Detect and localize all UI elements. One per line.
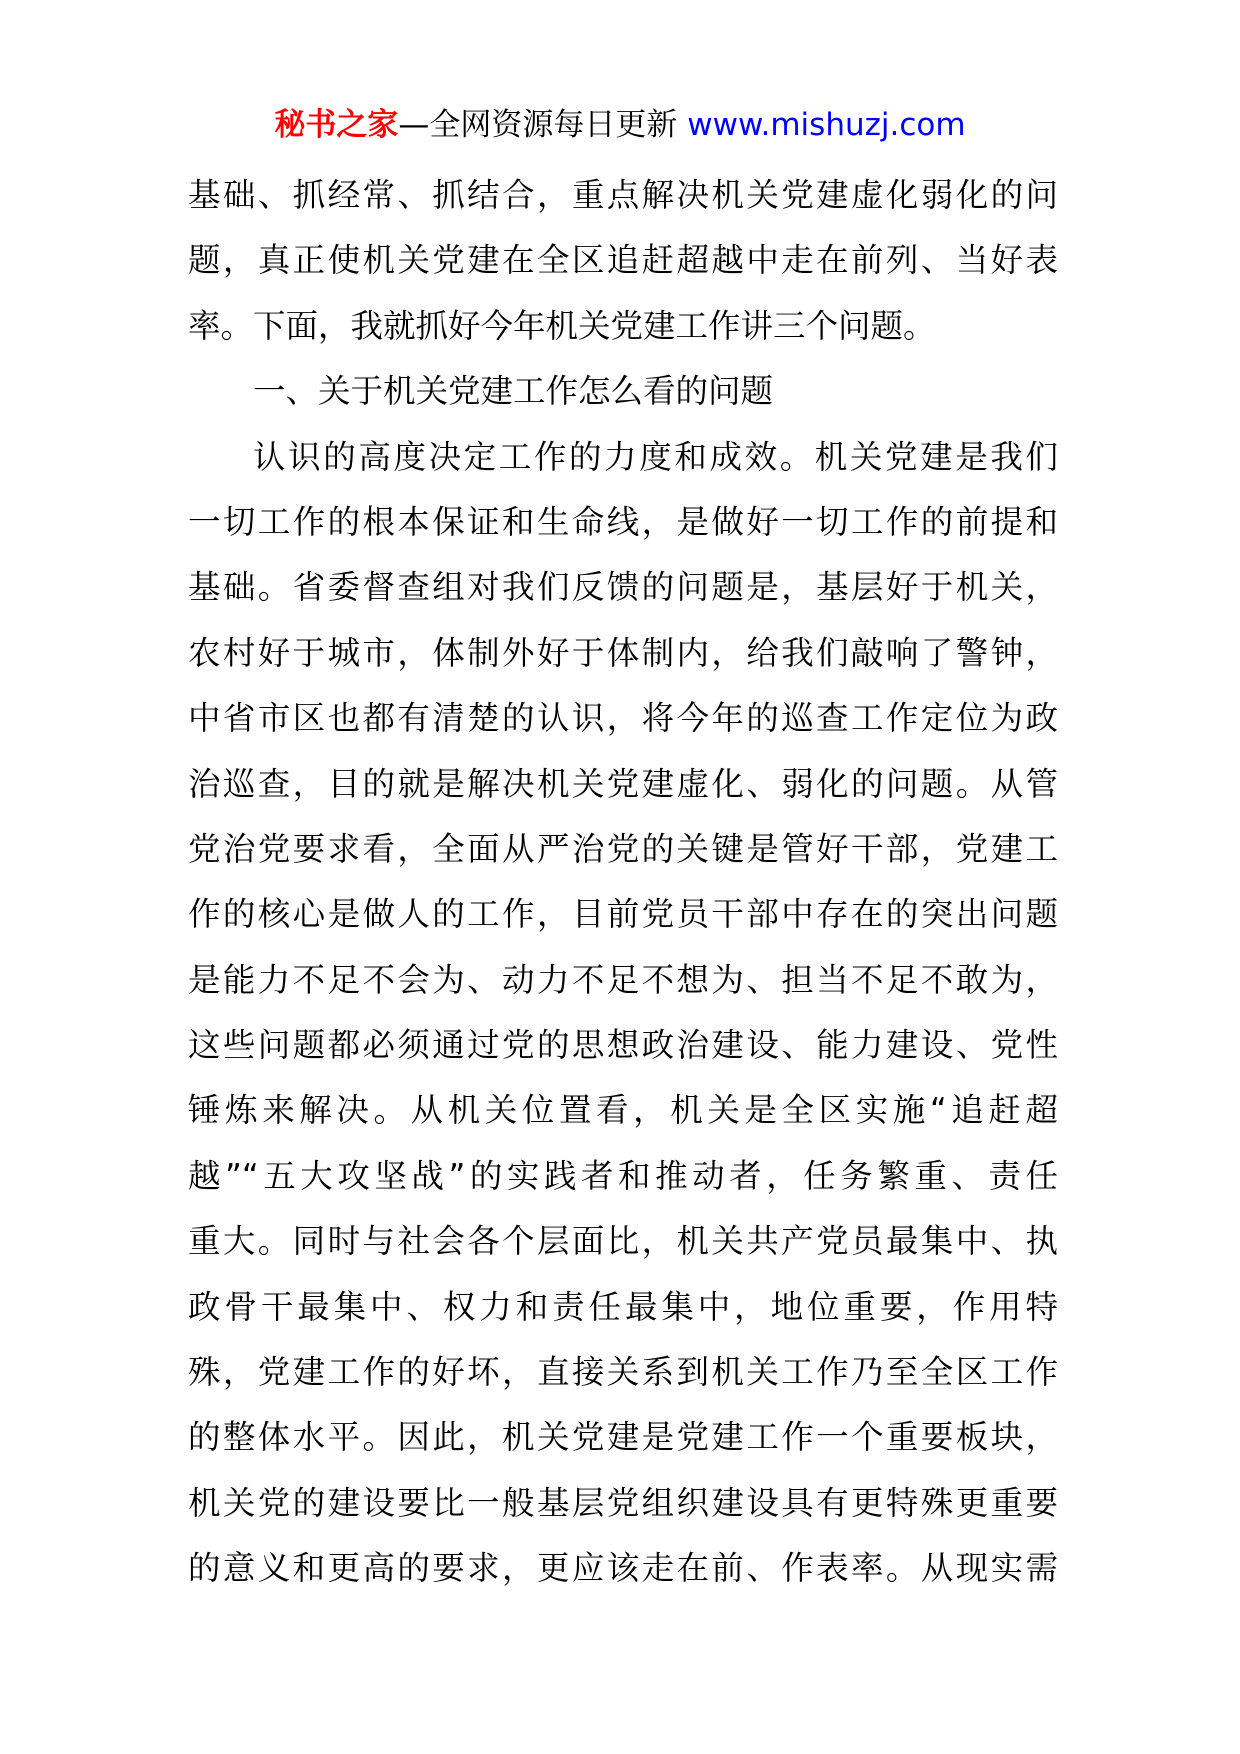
text-line: 基础。省委督查组对我们反馈的问题是，基层好于机关， bbox=[188, 568, 1058, 607]
text-line: 农村好于城市，体制外好于体制内，给我们敲响了警钟， bbox=[188, 633, 1058, 672]
text-line: 一切工作的根本保证和生命线，是做好一切工作的前提和 bbox=[188, 502, 1058, 541]
text-line: 政骨干最集中、权力和责任最集中，地位重要，作用特 bbox=[188, 1287, 1058, 1326]
text-line: 基础、抓经常、抓结合，重点解决机关党建虚化弱化的问 bbox=[188, 176, 1058, 214]
text-line: 锤炼来解决。从机关位置看，机关是全区实施“追赶超 bbox=[188, 1091, 1058, 1130]
paragraph-first-line: 认识的高度决定工作的力度和成效。机关党建是我们 bbox=[253, 437, 1058, 476]
section-heading: 一、关于机关党建工作怎么看的问题 bbox=[253, 372, 774, 411]
header-brand: 秘书之家 bbox=[274, 107, 399, 143]
text-line: 机关党的建设要比一般基层党组织建设具有更特殊更重要 bbox=[188, 1483, 1058, 1522]
text-line: 重大。同时与社会各个层面比，机关共产党员最集中、执 bbox=[188, 1222, 1058, 1261]
text-line: 越”“五大攻坚战”的实践者和推动者，任务繁重、责任 bbox=[188, 1156, 1058, 1195]
text-line: 题，真正使机关党建在全区追赶超越中走在前列、当好表 bbox=[188, 241, 1058, 280]
document-body bbox=[188, 163, 1058, 1602]
page-header bbox=[0, 100, 1240, 150]
text-line: 是能力不足不会为、动力不足不想为、担当不足不敢为， bbox=[188, 960, 1058, 999]
text-line: 这些问题都必须通过党的思想政治建设、能力建设、党性 bbox=[188, 1026, 1058, 1065]
text-line: 殊，党建工作的好坏，直接关系到机关工作乃至全区工作 bbox=[188, 1353, 1058, 1392]
text-line: 作的核心是做人的工作，目前党员干部中存在的突出问题 bbox=[188, 895, 1058, 934]
header-url-link[interactable]: www.mishuzj.com bbox=[687, 107, 966, 143]
text-line: 率。下面，我就抓好今年机关党建工作讲三个问题。 bbox=[188, 306, 936, 345]
text-line: 的整体水平。因此，机关党建是党建工作一个重要板块， bbox=[188, 1418, 1058, 1457]
text-line: 治巡查，目的就是解决机关党建虚化、弱化的问题。从管 bbox=[188, 764, 1058, 803]
text-line: 党治党要求看，全面从严治党的关键是管好干部，党建工 bbox=[188, 829, 1058, 868]
text-line: 中省市区也都有清楚的认识，将今年的巡查工作定位为政 bbox=[188, 699, 1058, 738]
text-line: 的意义和更高的要求，更应该走在前、作表率。从现实需 bbox=[188, 1549, 1058, 1588]
header-tagline: —全网资源每日更新 bbox=[398, 107, 688, 143]
